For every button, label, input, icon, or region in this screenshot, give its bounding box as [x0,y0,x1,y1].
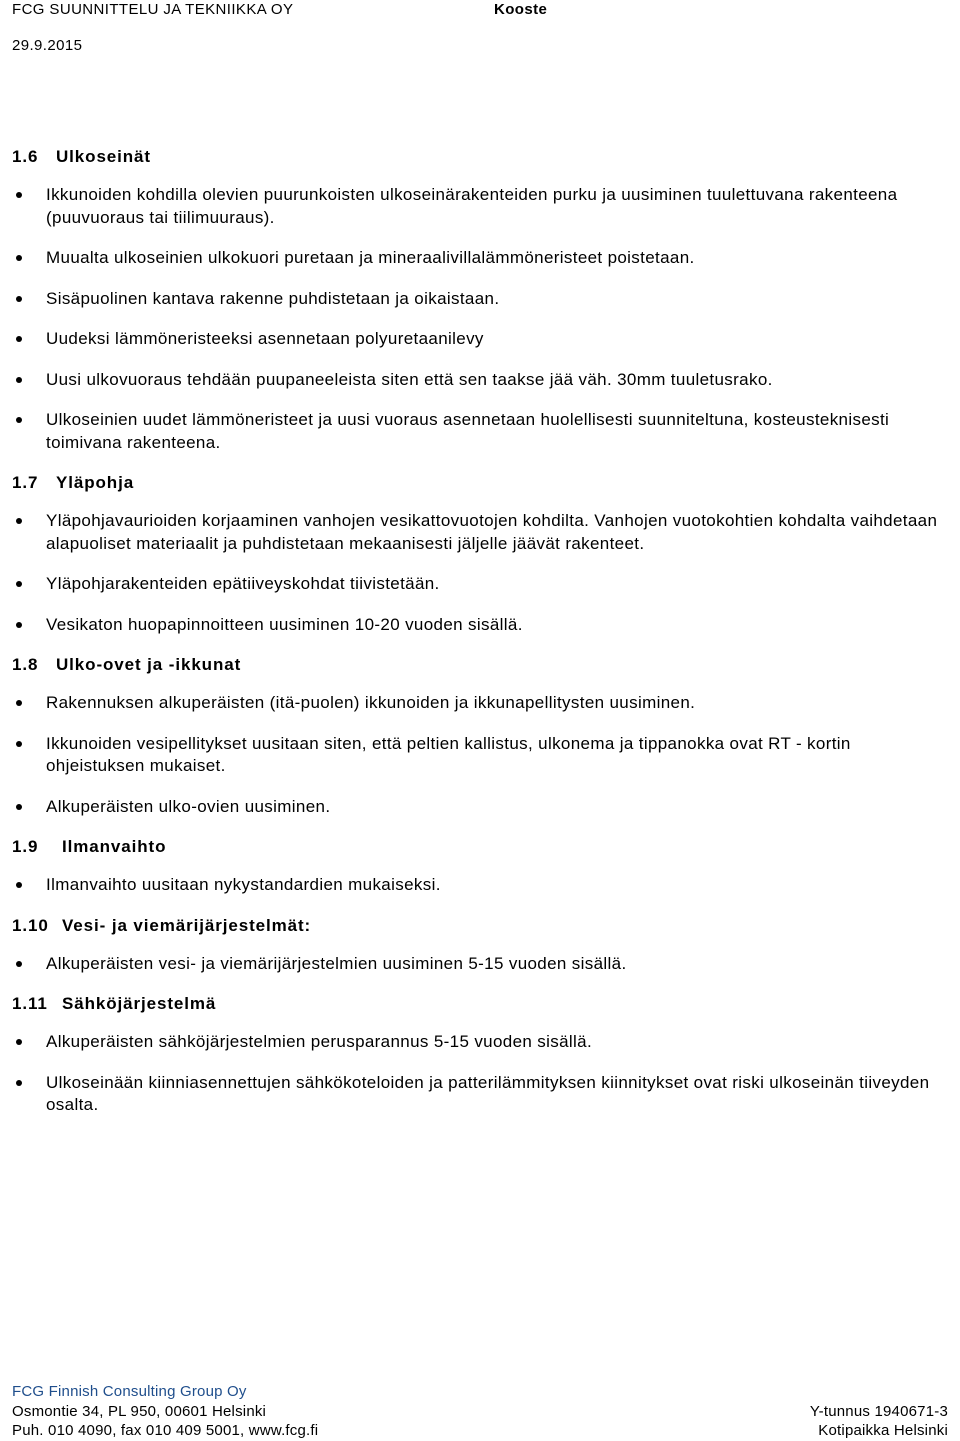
bullet-icon [16,1039,22,1045]
list-item [12,247,948,270]
section-heading [12,915,948,937]
bullet-icon [16,741,22,747]
list-item-text: Rakennuksen alkuperäisten (itä-puolen) ikkunoiden ja ikkunapellitysten uusiminen. [46,693,696,712]
page-footer [12,1382,948,1441]
section-ulkoseinat [12,146,948,454]
section-number: 1.9 [12,837,39,856]
list-item [12,409,948,454]
header-date: 29.9.2015 [12,37,83,54]
bullet-icon [16,336,22,342]
list-item [12,328,948,351]
list-item-text: Ilmanvaihto uusitaan nykystandardien mukaiseksi. [46,875,441,894]
section-sahkojarjestelma [12,993,948,1117]
bullet-list [12,874,948,897]
list-item [12,874,948,897]
header-document-title: Kooste [494,1,548,18]
list-item-text: Ikkunoiden kohdilla olevien puurunkoisten ulkoseinärakenteiden purku ja uusiminen tuulettuvana rakenteena (puuvuoraus tai tiilimuuraus). [46,185,898,227]
list-item-text: Muualta ulkoseinien ulkokuori puretaan ja mineraalivillalämmöneristeet poistetaan. [46,248,695,267]
list-item [12,733,948,778]
bullet-icon [16,255,22,261]
section-number: 1.11 [12,994,48,1013]
list-item [12,953,948,976]
section-title: Ilmanvaihto [62,837,167,856]
section-title: Vesi- ja viemärijärjestelmät: [62,915,312,935]
list-item [12,796,948,819]
bullet-icon [16,518,22,524]
section-vesi-ja-viemari [12,915,948,976]
section-heading [12,472,948,494]
bullet-icon [16,700,22,706]
bullet-icon [16,296,22,302]
list-item-text: Ulkoseinien uudet lämmöneristeet ja uusi vuoraus asennetaan huolellisesti suunniteltuna, kosteusteknisesti toimivana rakenteena. [46,410,890,452]
list-item [12,573,948,596]
section-heading [12,836,948,858]
bullet-icon [16,1080,22,1086]
list-item [12,1072,948,1117]
list-item [12,369,948,392]
footer-contact: Puh. 010 4090, fax 010 409 5001, www.fcg.fi [12,1422,319,1439]
list-item-text: Yläpohjavaurioiden korjaaminen vanhojen vesikattovuotojen kohdilta. Vanhojen vuotokohtien kohdalta vaihdetaan alapuoliset materiaalit ja puhdistetaan mekaanisesti jäljelle jäävät rakenteet. [46,511,938,553]
section-heading [12,146,948,168]
list-item [12,288,948,311]
bullet-icon [16,622,22,628]
section-heading [12,654,948,676]
header-company: FCG SUUNNITTELU JA TEKNIIKKA OY [12,1,294,18]
section-number: 1.6 [12,147,39,166]
list-item [12,692,948,715]
bullet-icon [16,192,22,198]
bullet-icon [16,377,22,383]
list-item-text: Alkuperäisten vesi- ja viemärijärjestelmien uusiminen 5-15 vuoden sisällä. [46,953,627,973]
bullet-list [12,953,948,976]
list-item-text: Alkuperäisten ulko-ovien uusiminen. [46,796,331,816]
bullet-icon [16,804,22,810]
list-item-text: Ulkoseinään kiinniasennettujen sähkökoteloiden ja patterilämmityksen kiinnitykset ovat riski ulkoseinän tiiveyden osalta. [46,1072,930,1114]
bullet-icon [16,581,22,587]
section-title: Ulko-ovet ja -ikkunat [56,655,242,674]
section-ilmanvaihto [12,836,948,897]
footer-company: FCG Finnish Consulting Group Oy [12,1383,247,1400]
list-item-text: Sisäpuolinen kantava rakenne puhdistetaan ja oikaistaan. [46,288,500,308]
section-number: 1.10 [12,915,49,935]
section-heading [12,993,948,1015]
list-item [12,510,948,555]
footer-domicile: Kotipaikka Helsinki [818,1422,948,1439]
section-title: Sähköjärjestelmä [62,994,217,1013]
footer-address: Osmontie 34, PL 950, 00601 Helsinki [12,1402,267,1420]
bullet-icon [16,417,22,423]
document-body [12,146,948,1135]
section-title: Ulkoseinät [56,147,151,166]
bullet-list [12,1031,948,1117]
footer-business-id: Y-tunnus 1940671-3 [809,1402,948,1420]
bullet-icon [16,961,22,967]
bullet-list [12,184,948,454]
section-number: 1.7 [12,473,39,492]
section-ylapohja [12,472,948,636]
list-item-text: Yläpohjarakenteiden epätiiveyskohdat tiivistetään. [46,574,440,593]
bullet-list [12,510,948,636]
list-item [12,614,948,637]
section-ulko-ovet-ja-ikkunat [12,654,948,818]
section-number: 1.8 [12,655,39,674]
list-item-text: Alkuperäisten sähköjärjestelmien perusparannus 5-15 vuoden sisällä. [46,1032,593,1051]
list-item-text: Ikkunoiden vesipellitykset uusitaan siten, että peltien kallistus, ulkonema ja tippanokka ovat RT - kortin ohjeistuksen mukaiset. [46,733,851,775]
footer-row [12,1402,948,1422]
list-item-text: Vesikaton huopapinnoitteen uusiminen 10-20 vuoden sisällä. [46,614,523,634]
section-title: Yläpohja [56,473,135,492]
bullet-icon [16,882,22,888]
bullet-list [12,692,948,818]
list-item-text: Uudeksi lämmöneristeeksi asennetaan polyuretaanilevy [46,329,484,348]
list-item [12,184,948,229]
list-item-text: Uusi ulkovuoraus tehdään puupaneeleista siten että sen taakse jää väh. 30mm tuuletusrako. [46,369,773,389]
list-item [12,1031,948,1054]
